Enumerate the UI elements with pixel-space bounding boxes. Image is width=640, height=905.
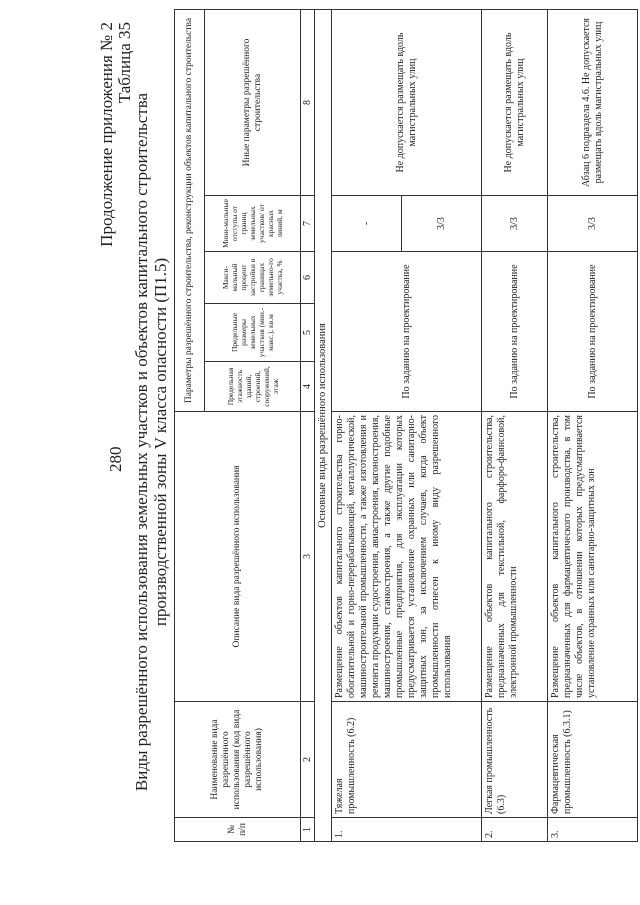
table-number: Таблица 35: [115, 22, 134, 104]
row-params: По заданию на проектирование: [332, 252, 482, 412]
index-cell: 1: [301, 818, 315, 842]
row-desc: Размещение объектов капитального строительства, предназначенных для фармацевтического производства, в том числе объектов, в отношении которых предусматривается установление охранных или санитарно-защитных зон: [548, 412, 638, 702]
col-header-coverage: Макси-мальный процент застройки в границах земельно-го участка, %: [205, 252, 301, 304]
row-num: 2.: [482, 818, 548, 842]
col-header-num: № п/п: [175, 818, 301, 842]
index-cell: 7: [301, 196, 315, 252]
index-cell: 5: [301, 304, 315, 362]
zoning-table: [174, 10, 638, 842]
row-setback: 3/3: [548, 196, 638, 252]
row-desc: Размещение объектов капитального строительства горно-обогатительной и горно-перерабатывающей, металлургической, машиностроительной промышленности, а также изготовления и ремонта продукции судостроения, авиастроения, вагоностроения, машиностроения, станкостроения, а также другие подобные промышленные предприятия, для эксплуатации которых предусматривается установление охранных или санитарно-защитных зон, за исключением случаев, когда объект промышленности отнесен к иному виду разрешенного использования: [332, 412, 482, 702]
index-cell: 3: [301, 412, 315, 702]
section-title: Основные виды разрешённого использования: [315, 10, 332, 842]
table-row: [332, 10, 402, 842]
document-title: Виды разрешённого использования земельных участков и объектов капитального строительства производственной зоны V класса опасности (П1.5): [132, 92, 170, 792]
row-other: Не допускается размещать вдоль магистральных улиц: [482, 10, 548, 196]
row-params: По заданию на проектирование: [482, 252, 548, 412]
appendix-label: Продолжение приложения № 2: [97, 22, 116, 247]
table-row: [548, 10, 638, 842]
rotated-page: [0, 2, 640, 902]
row-other: Не допускается размещать вдоль магистральных улиц: [332, 10, 482, 196]
page-number: 280: [106, 446, 125, 472]
row-setback: 3/3: [482, 196, 548, 252]
row-name: Тяжелая промышленность (6.2): [332, 702, 482, 818]
col-header-params-group: Параметры разрешённого строительства, реконструкции объектов капитального строительства: [175, 10, 205, 412]
row-desc: Размещение объектов капитального строительства, предназначенных для текстильной, фарфоро-фаянсовой, электронной промышленности: [482, 412, 548, 702]
col-header-setback: Мини-мальные отступы от границ земельных участков/ от красных линий, м: [205, 196, 301, 252]
row-num: 3.: [548, 818, 638, 842]
row-setback: -: [332, 196, 402, 252]
row-name: Фармацевтическая промышленность (6.3.1): [548, 702, 638, 818]
table-row: [482, 10, 548, 842]
col-header-desc: Описание вида разрешённого использования: [175, 412, 301, 702]
row-name: Легкая промышленность (6.3): [482, 702, 548, 818]
row-setback: 3/3: [402, 196, 482, 252]
row-params: По заданию на проектирование: [548, 252, 638, 412]
row-num: 1.: [332, 818, 482, 842]
col-header-name: Наименование вида разрешённого использования (код вида разрешённого использования): [175, 702, 301, 818]
col-header-height: Предельная этажность зданий, строений, сооружений, этаж: [205, 362, 301, 412]
col-header-other: Иные параметры разрешённого строительства: [205, 10, 301, 196]
index-cell: 2: [301, 702, 315, 818]
index-cell: 4: [301, 362, 315, 412]
index-cell: 8: [301, 10, 315, 196]
row-other: Абзац 6 подраздела 4.6. Не допускается размещать вдоль магистральных улиц: [548, 10, 638, 196]
index-cell: 6: [301, 252, 315, 304]
col-header-size: Предельные размеры земельных участков (мин.-макс.), кв.м: [205, 304, 301, 362]
index-row: [301, 10, 315, 842]
